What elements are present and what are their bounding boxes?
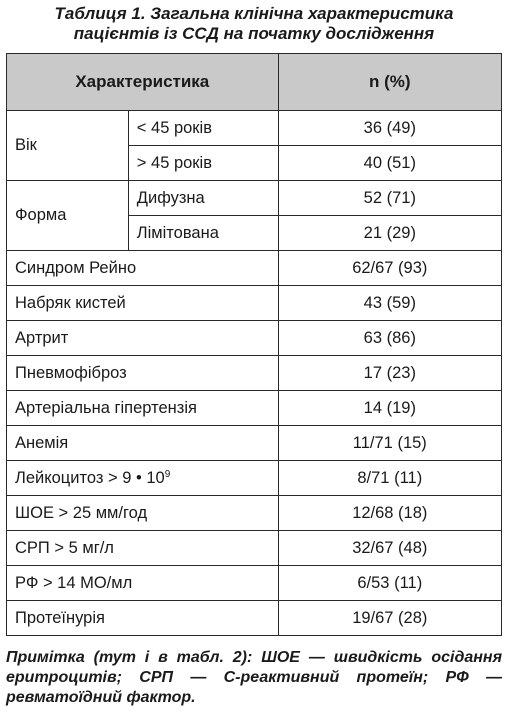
row-value: 43 (59): [278, 286, 501, 321]
caption-line-1: Таблиця 1. Загальна клінічна характеристика: [54, 4, 454, 23]
row-label: Анемія: [7, 426, 279, 461]
table-row: [7, 356, 502, 391]
row-value: 62/67 (93): [278, 251, 501, 286]
row-value: 12/68 (18): [278, 496, 501, 531]
row-sublabel: < 45 років: [128, 111, 278, 146]
caption-line-2: пацієнтів із ССД на початку дослідження: [73, 24, 435, 43]
row-label: Протеїнурія: [7, 601, 279, 636]
header-characteristic: Характеристика: [7, 54, 279, 111]
table-row: [7, 251, 502, 286]
row-value: 63 (86): [278, 321, 501, 356]
row-value: 11/71 (15): [278, 426, 501, 461]
row-value: 19/67 (28): [278, 601, 501, 636]
table-row: [7, 426, 502, 461]
table-row: [7, 391, 502, 426]
clinical-characteristics-table: [6, 53, 502, 636]
row-value: 8/71 (11): [278, 461, 501, 496]
table-header-row: [7, 54, 502, 111]
row-label: Артрит: [7, 321, 279, 356]
table-row: [7, 531, 502, 566]
row-value: 40 (51): [278, 146, 501, 181]
row-label: Синдром Рейно: [7, 251, 279, 286]
row-label: РФ > 14 МО/мл: [7, 566, 279, 601]
row-label: ШОЕ > 25 мм/год: [7, 496, 279, 531]
table-row: [7, 111, 502, 146]
table-row: [7, 601, 502, 636]
row-value: 32/67 (48): [278, 531, 501, 566]
row-value: 14 (19): [278, 391, 501, 426]
row-value: 52 (71): [278, 181, 501, 216]
table-footnote: Примітка (тут і в табл. 2): ШОЕ — швидкість осідання еритроцитів; СРП — С-реактивний протеїн; РФ — ревматоїдний фактор.: [6, 649, 502, 706]
row-value: 17 (23): [278, 356, 501, 391]
table-row: [7, 321, 502, 356]
table-caption: [0, 4, 508, 44]
row-label: Пневмофіброз: [7, 356, 279, 391]
row-value: 6/53 (11): [278, 566, 501, 601]
row-label-exponent: 9: [164, 468, 171, 480]
table-row: [7, 461, 502, 496]
row-sublabel: > 45 років: [128, 146, 278, 181]
table-row: [7, 496, 502, 531]
row-value: 21 (29): [278, 216, 501, 251]
row-sublabel: Дифузна: [128, 181, 278, 216]
table-row: [7, 566, 502, 601]
row-label: Набряк кистей: [7, 286, 279, 321]
row-label: Артеріальна гіпертензія: [7, 391, 279, 426]
table-row: [7, 286, 502, 321]
table-row: [7, 181, 502, 216]
row-value: 36 (49): [278, 111, 501, 146]
row-sublabel: Лімітована: [128, 216, 278, 251]
row-label-leukocytosis: [7, 461, 279, 496]
row-label: Форма: [7, 181, 129, 251]
header-value: n (%): [278, 54, 501, 111]
row-label-text: Лейкоцитоз > 9 • 10: [15, 468, 165, 487]
row-label: СРП > 5 мг/л: [7, 531, 279, 566]
row-label: Вік: [7, 111, 129, 181]
